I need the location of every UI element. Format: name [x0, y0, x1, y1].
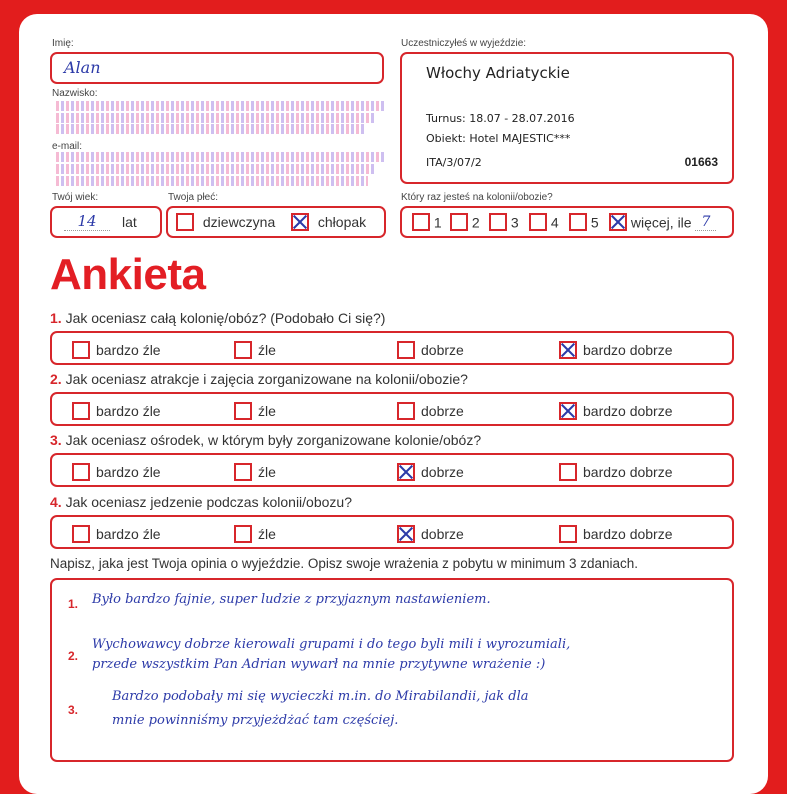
trip-name: Włochy Adriatyckie — [426, 64, 570, 82]
answer-checkbox[interactable] — [559, 525, 577, 543]
question-3-answers — [50, 453, 734, 487]
question-3-num: 3. — [50, 432, 62, 448]
times-option-1[interactable] — [412, 213, 442, 231]
answer-label: dobrze — [421, 403, 464, 420]
answer-option[interactable] — [397, 525, 464, 543]
gender-option-boy[interactable] — [291, 213, 366, 231]
answer-option[interactable] — [559, 341, 673, 359]
checkbox-times-4[interactable] — [529, 213, 547, 231]
answer-option[interactable] — [397, 341, 464, 359]
times-more-value: 7 — [695, 214, 716, 231]
times-5-label: 5 — [590, 214, 599, 231]
answer-label: bardzo źle — [96, 464, 161, 481]
answer-checkbox[interactable] — [397, 341, 415, 359]
question-2-num: 2. — [50, 371, 62, 387]
answer-label: źle — [258, 342, 276, 359]
name-value: Alan — [64, 58, 101, 77]
answer-label: bardzo dobrze — [583, 403, 673, 420]
gender-field — [166, 206, 386, 238]
times-field — [400, 206, 734, 238]
answer-label: dobrze — [421, 342, 464, 359]
question-3-text: Jak oceniasz ośrodek, w którym były zorganizowane kolonie/obóz? — [65, 432, 482, 448]
times-3-label: 3 — [510, 214, 519, 231]
times-4-label: 4 — [550, 214, 559, 231]
question-1-num: 1. — [50, 310, 62, 326]
opinion-line-2: Wychowawcy dobrze kierowali grupami i do tego byli mili i wyrozumiali, — [92, 637, 571, 652]
answer-option[interactable] — [72, 463, 161, 481]
answer-label: bardzo dobrze — [583, 342, 673, 359]
trip-label: Uczestniczyłeś w wyjeździe: — [401, 38, 527, 49]
answer-option[interactable] — [234, 341, 276, 359]
answer-option[interactable] — [72, 341, 161, 359]
times-option-4[interactable] — [529, 213, 559, 231]
answer-label: bardzo źle — [96, 342, 161, 359]
age-label: Twój wiek: — [52, 192, 99, 203]
age-value: 14 — [64, 212, 110, 231]
question-4 — [50, 494, 352, 510]
question-2-answers — [50, 392, 734, 426]
times-option-more[interactable] — [609, 213, 716, 231]
trip-turnus: Turnus: 18.07 - 28.07.2016 — [426, 112, 575, 125]
times-option-3[interactable] — [489, 213, 519, 231]
answer-checkbox[interactable] — [234, 402, 252, 420]
question-1-text: Jak oceniasz całą kolonię/obóz? (Podobało Ci się?) — [65, 310, 386, 326]
checkbox-times-2[interactable] — [450, 213, 468, 231]
age-field[interactable] — [50, 206, 162, 238]
checkbox-times-3[interactable] — [489, 213, 507, 231]
gender-girl-label: dziewczyna — [202, 214, 276, 231]
opinion-line-1: Było bardzo fajnie, super ludzie z przyjaznym nastawieniem. — [92, 592, 491, 607]
opinion-prompt: Napisz, jaka jest Twoja opinia o wyjeździe. Opisz swoje wrażenia z pobytu w minimum 3 zdaniach. — [50, 556, 639, 571]
answer-option[interactable] — [234, 463, 276, 481]
opinion-line-5: mnie powinniśmy przyjeżdżać tam częściej. — [112, 713, 399, 728]
gender-option-girl[interactable] — [176, 213, 275, 231]
answer-option[interactable] — [559, 463, 673, 481]
times-option-2[interactable] — [450, 213, 480, 231]
answer-option[interactable] — [397, 463, 464, 481]
name-label: Imię: — [52, 38, 74, 49]
answer-label: bardzo źle — [96, 403, 161, 420]
answer-checkbox[interactable] — [72, 463, 90, 481]
answer-checkbox[interactable] — [72, 525, 90, 543]
opinion-num-1: 1. — [68, 597, 79, 611]
answer-checkbox[interactable] — [559, 463, 577, 481]
opinion-line-3: przede wszystkim Pan Adrian wywarł na mnie przytywne wrażenie :) — [92, 657, 546, 672]
question-4-num: 4. — [50, 494, 62, 510]
answer-checkbox[interactable] — [397, 525, 415, 543]
answer-label: bardzo dobrze — [583, 526, 673, 543]
trip-box — [400, 52, 734, 184]
answer-checkbox[interactable] — [72, 341, 90, 359]
answer-option[interactable] — [559, 525, 673, 543]
trip-number: 01663 — [684, 155, 718, 169]
answer-option[interactable] — [397, 402, 464, 420]
answer-checkbox[interactable] — [234, 463, 252, 481]
opinion-num-2: 2. — [68, 649, 79, 663]
email-label: e-mail: — [52, 141, 83, 152]
answer-option[interactable] — [72, 402, 161, 420]
answer-checkbox[interactable] — [559, 341, 577, 359]
answer-checkbox[interactable] — [397, 463, 415, 481]
answer-checkbox[interactable] — [234, 341, 252, 359]
answer-option[interactable] — [72, 525, 161, 543]
opinion-num-3: 3. — [68, 703, 79, 717]
answer-option[interactable] — [234, 525, 276, 543]
answer-option[interactable] — [559, 402, 673, 420]
answer-label: bardzo dobrze — [583, 464, 673, 481]
checkbox-boy[interactable] — [291, 213, 309, 231]
gender-label: Twoja płeć: — [168, 192, 219, 203]
age-unit: lat — [122, 214, 137, 230]
answer-option[interactable] — [234, 402, 276, 420]
gender-boy-label: chłopak — [317, 214, 367, 231]
checkbox-times-5[interactable] — [569, 213, 587, 231]
surname-label: Nazwisko: — [52, 88, 98, 99]
answer-label: dobrze — [421, 464, 464, 481]
question-2-text: Jak oceniasz atrakcje i zajęcia zorganizowane na kolonii/obozie? — [65, 371, 468, 387]
answer-checkbox[interactable] — [559, 402, 577, 420]
name-field[interactable] — [50, 52, 384, 84]
times-more-label: więcej, ile — [630, 214, 692, 231]
question-4-text: Jak oceniasz jedzenie podczas kolonii/obozu? — [65, 494, 352, 510]
question-1 — [50, 310, 385, 326]
survey-title: Ankieta — [50, 250, 206, 299]
answer-label: dobrze — [421, 526, 464, 543]
times-1-label: 1 — [433, 214, 442, 231]
times-option-5[interactable] — [569, 213, 599, 231]
answer-label: źle — [258, 403, 276, 420]
times-2-label: 2 — [471, 214, 480, 231]
question-2 — [50, 371, 468, 387]
checkbox-times-1[interactable] — [412, 213, 430, 231]
question-4-answers — [50, 515, 734, 549]
question-3 — [50, 432, 481, 448]
answer-checkbox[interactable] — [72, 402, 90, 420]
times-label: Który raz jesteś na kolonii/obozie? — [401, 192, 553, 203]
checkbox-times-more[interactable] — [609, 213, 627, 231]
answer-checkbox[interactable] — [397, 402, 415, 420]
checkbox-girl[interactable] — [176, 213, 194, 231]
opinion-line-4: Bardzo podobały mi się wycieczki m.in. do Mirabilandii, jak dla — [112, 689, 529, 704]
answer-label: źle — [258, 526, 276, 543]
answer-label: źle — [258, 464, 276, 481]
answer-label: bardzo źle — [96, 526, 161, 543]
trip-code: ITA/3/07/2 — [426, 156, 482, 169]
answer-checkbox[interactable] — [234, 525, 252, 543]
question-1-answers — [50, 331, 734, 365]
trip-obiekt: Obiekt: Hotel MAJESTIC*** — [426, 132, 571, 145]
